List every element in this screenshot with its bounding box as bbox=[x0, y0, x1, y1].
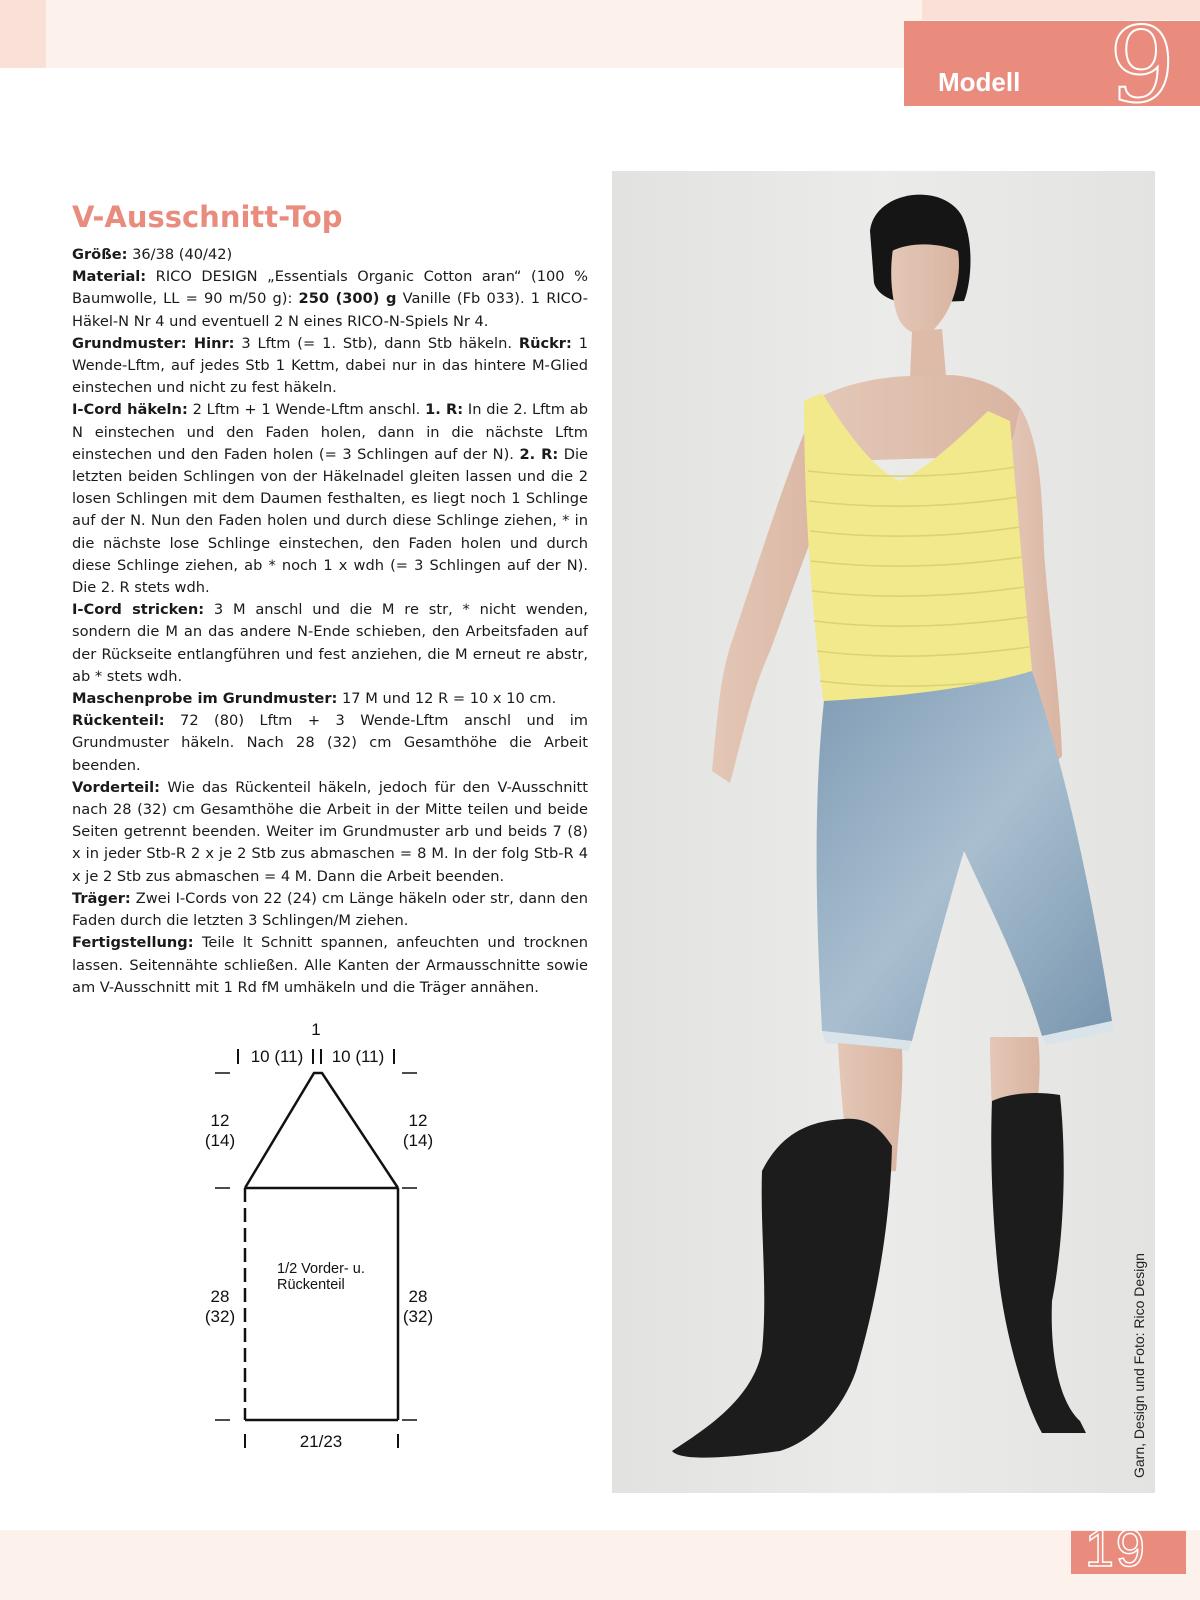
footer-band bbox=[0, 1530, 1200, 1600]
dim-strap-left-2: (14) bbox=[204, 1131, 236, 1150]
paragraph-icord-crochet bbox=[72, 399, 588, 599]
dim-strap-right-2: (14) bbox=[402, 1131, 434, 1150]
text-row-2: Die letzten beiden Schlingen von der Häkelnadel gleiten lassen und die 2 losen Schlingen mit dem Daumen festhalten, es liegt noch 1 Schlinge auf der N. Nun den Faden holen und durch diese Schlinge ziehen, * in die nächste lose Schlinge einstechen, den Faden holen und durch diese Schlinge ziehen, ab * noch 1 x wdh (= 3 Schlingen auf der N). Die 2. R stets wdh. bbox=[72, 445, 588, 597]
label-material: Material: bbox=[72, 268, 147, 286]
text-straps: Zwei I-Cords von 22 (24) cm Länge häkeln oder str, dann den Faden durch die letzten 3 Schlingen/M ziehen. bbox=[72, 889, 588, 930]
paragraph-straps bbox=[72, 888, 588, 932]
text-material-2: Vanille (Fb 033). 1 RICO-Häkel-N Nr 4 und eventuell 2 N eines RICO-N-Spiels Nr 4. bbox=[72, 290, 589, 330]
text-finishing: Teile lt Schnitt spannen, anfeuchten und trocknen lassen. Seitennähte schließen. Alle Kanten der Armausschnitte sowie am V-Ausschnitt mit 1 Rd fM umhäkeln und die Träger annähen. bbox=[72, 934, 588, 996]
page-number: 19 bbox=[1085, 1520, 1147, 1578]
label-icord-crochet: I-Cord häkeln: bbox=[72, 401, 188, 419]
page-number-badge bbox=[1071, 1520, 1186, 1578]
neck-triangle bbox=[245, 1073, 398, 1188]
label-back: Rückenteil: bbox=[72, 712, 165, 730]
dim-body-right-2: (32) bbox=[402, 1307, 434, 1326]
model-badge-number: 9 bbox=[1109, 21, 1176, 106]
material-amount: 250 (300) g bbox=[298, 290, 397, 308]
label-size: Größe: bbox=[72, 246, 128, 263]
paragraph-finishing bbox=[72, 932, 588, 999]
paragraph-back bbox=[72, 710, 588, 777]
photo-credit: Garn, Design und Foto: Rico Design bbox=[1131, 1253, 1147, 1478]
label-pattern: Grundmuster: Hinr: bbox=[72, 334, 235, 352]
paragraph-front bbox=[72, 777, 588, 888]
label-row-1: 1. R: bbox=[425, 401, 464, 419]
article-title: V-Ausschnitt-Top bbox=[72, 200, 343, 234]
text-size: 36/38 (40/42) bbox=[127, 246, 233, 263]
dim-strap-right-1: 12 bbox=[408, 1111, 428, 1130]
piece-label-2: Rückenteil bbox=[277, 1277, 345, 1293]
text-row-1: In die 2. Lftm ab N einstechen und den Faden holen, dann in die nächste Lftm einstechen und den Faden holen (= 3 Schlingen auf der N). bbox=[72, 401, 588, 463]
dim-body-left-1: 28 bbox=[210, 1287, 230, 1306]
dim-body-left-2: (32) bbox=[204, 1307, 236, 1326]
model-badge-label: Modell bbox=[938, 67, 1021, 97]
piece-label-1: 1/2 Vorder- u. bbox=[277, 1261, 365, 1277]
text-pattern-2: 1 Wende-Lftm, auf jedes Stb 1 Kettm, dabei nur in das hintere M-Glied einstechen und nicht zu fest häkeln. bbox=[72, 334, 588, 397]
label-icord-knit: I-Cord stricken: bbox=[72, 601, 205, 619]
label-row-2: 2. R: bbox=[519, 445, 559, 463]
text-material: RICO DESIGN „Essentials Organic Cotton aran“ (100 % Baumwolle, LL = 90 m/50 g): bbox=[72, 268, 588, 308]
label-straps: Träger: bbox=[72, 889, 131, 907]
instructions bbox=[72, 244, 588, 999]
model-illustration bbox=[612, 171, 1155, 1493]
header-left-tab bbox=[0, 0, 46, 68]
dim-strap-left-1: 12 bbox=[210, 1111, 230, 1130]
model-photo bbox=[612, 171, 1155, 1493]
label-pattern-back: Rückr: bbox=[518, 334, 572, 352]
text-icord-crochet: 2 Lftm + 1 Wende-Lftm anschl. bbox=[187, 401, 426, 419]
dim-bottom: 21/23 bbox=[299, 1432, 343, 1451]
paragraph-gauge bbox=[72, 688, 588, 710]
model-badge bbox=[904, 21, 1200, 106]
paragraph-pattern bbox=[72, 333, 588, 400]
dim-body-right-1: 28 bbox=[408, 1287, 428, 1306]
label-gauge: Maschenprobe im Grundmuster: bbox=[72, 690, 338, 708]
text-icord-knit: 3 M anschl und die M re str, * nicht wenden, sondern die M an das andere N-Ende schieben, den Arbeitsfaden auf der Rückseite entlangführen und fest anziehen, die M erneut re abstr, ab * stets wdh. bbox=[72, 601, 588, 685]
label-finishing: Fertigstellung: bbox=[72, 934, 194, 952]
paragraph-icord-knit bbox=[72, 599, 588, 688]
dim-top-right: 10 (11) bbox=[331, 1047, 385, 1066]
text-back: 72 (80) Lftm + 3 Wende-Lftm anschl und im Grundmuster häkeln. Nach 28 (32) cm Gesamthöhe die Arbeit beenden. bbox=[72, 712, 588, 774]
text-gauge: 17 M und 12 R = 10 x 10 cm. bbox=[337, 690, 557, 708]
dim-top-left: 10 (11) bbox=[250, 1047, 304, 1066]
header-right-tab bbox=[922, 0, 1200, 20]
neck bbox=[910, 329, 946, 379]
text-front: Wie das Rückenteil häkeln, jedoch für den V-Ausschnitt nach 28 (32) cm Gesamthöhe die Arbeit in der Mitte teilen und beide Seiten getrennt beenden. Weiter im Grundmuster arb und beids 7 (8) x in jeder Stb-R 2 x je 2 Stb zus abmaschen = 8 M. In der folg Stb-R 4 x je 2 Stb zus abmaschen = 4 M. Dann die Arbeit beenden. bbox=[72, 778, 588, 885]
paragraph-material bbox=[72, 266, 588, 333]
pattern-schematic bbox=[195, 1018, 455, 1458]
paragraph-size bbox=[72, 244, 588, 266]
label-front: Vorderteil: bbox=[72, 778, 160, 796]
dim-top-center: 1 bbox=[311, 1020, 321, 1039]
text-pattern: 3 Lftm (= 1. Stb), dann Stb häkeln. bbox=[234, 334, 519, 352]
